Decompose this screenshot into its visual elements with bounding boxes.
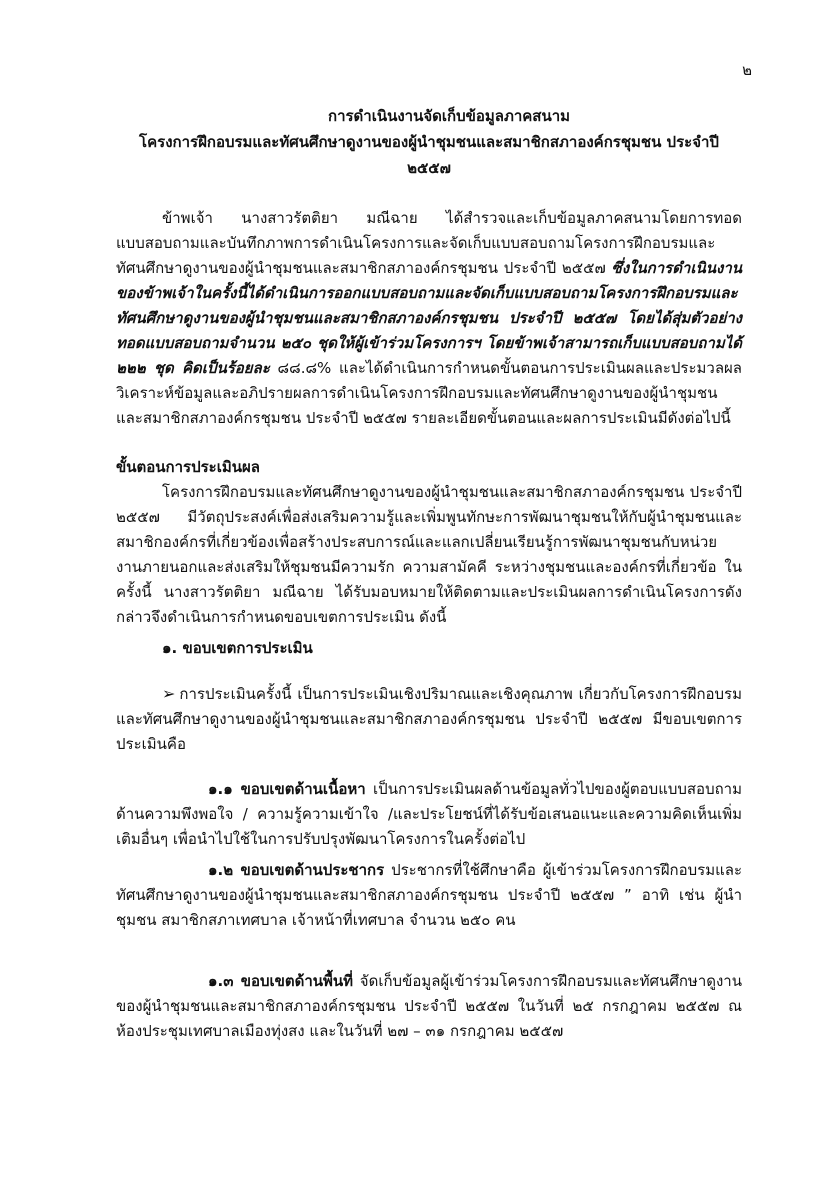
- scope-item-text: เป็นการประเมินผลด้านข้อมูลทั่วไปของผู้ตอบแบบสอบถาม ด้านความพึงพอใจ / ความรู้ความเข้าใจ /และประโยชน์ที่ได้รับข้อเสนอแนะและความคิดเห็นเพิ่มเติมอื่นๆ เพื่อนำไปใช้ในการปรับปรุงพัฒนาโครงการในครั้งต่อไป: [116, 780, 742, 848]
- scope-bullet-paragraph: [116, 681, 742, 757]
- scope-item-text: จัดเก็บข้อมูลผู้เข้าร่วมโครงการฝึกอบรมและทัศนศึกษาดูงานของผู้นำชุมชนและสมาชิกสภาองค์กรชุมชน ประจำปี ๒๕๕๗ ในวันที่ ๒๕ กรกฎาคม ๒๕๕๗ ณ ห้องประชุมเทศบาลเมืองทุ่งสง และในวันที่ ๒๗ – ๓๑ กรกฎาคม ๒๕๕๗: [116, 972, 742, 1040]
- intro-emphasis-text: ซึ่งในการดำเนินงานของข้าพเจ้าในครั้งนี้ได้ดำเนินการออกแบบสอบถามและจัดเก็บแบบสอบถามโครงการฝึกอบรมและทัศนศึกษาดูงานของผู้นำชุมชนและสมาชิกสภาองค์กรชุมชน ประจำปี ๒๕๕๗ โดยได้สุ่มตัวอย่างทอดแบบสอบถามจำนวน ๒๕๐ ชุดให้ผู้เข้าร่วมโครงการฯ โดยข้าพเจ้าสามารถเก็บแบบสอบถามได้ ๒๒๒ ชุด คิดเป็นร้อยละ: [116, 259, 742, 377]
- scope-item-population: [116, 858, 742, 933]
- document-body: [116, 103, 742, 1044]
- scope-item-content: [116, 777, 742, 852]
- scope-item-text: ประชากรที่ใช้ศึกษาคือ ผู้เข้าร่วมโครงการฝึกอบรมและทัศนศึกษาดูงานของผู้นำชุมชนและสมาชิกสภาองค์กรชุมชน ประจำปี ๒๕๕๗ ” อาทิ เช่น ผู้นำชุมชน สมาชิกสภาเทศบาล เจ้าหน้าที่เทศบาล จำนวน ๒๕๐ คน: [116, 861, 742, 929]
- eval-steps-paragraph: โครงการฝึกอบรมและทัศนศึกษาดูงานของผู้นำชุมชนและสมาชิกสภาองค์กรชุมชน ประจำปี ๒๕๕๗ มีวัตถุประสงค์เพื่อส่งเสริมความรู้และเพิ่มพูนทักษะการพัฒนาชุมชนให้กับผู้นำชุมชนและสมาชิกองค์กรที่เกี่ยวข้องเพื่อสร้างประสบการณ์และแลกเปลี่ยนเรียนรู้การพัฒนาชุมชนกับหน่วยงานภายนอกและส่งเสริมให้ชุมชนมีความรัก ความสามัคคี ระหว่างชุมชนและองค์กรที่เกี่ยวข้อ ในครั้งนี้ นางสาวรัตติยา มณีฉาย ได้รับมอบหมายให้ติดตามและประเมินผลการดำเนินโครงการดังกล่าวจึงดำเนินการกำหนดขอบเขตการประเมิน ดังนี้: [116, 483, 742, 626]
- arrow-bullet-icon: ➢: [162, 684, 176, 703]
- document-title: การดำเนินงานจัดเก็บข้อมูลภาคสนาม: [327, 107, 571, 125]
- scope-item-label: ๑.๑ ขอบเขตด้านเนื้อหา: [208, 780, 366, 798]
- scope-item-label: ๑.๒ ขอบเขตด้านประชากร: [208, 861, 385, 879]
- intro-text-2: ๘๘.๘% และได้ดำเนินการกำหนดขั้นตอนการประเมินผลและประมวลผลวิเคราะห์ข้อมูลและอภิปรายผลการดำเนินโครงการฝึกอบรมและทัศนศึกษาดูงานของผู้นำชุมชนและสมาชิกสภาองค์กรชุมชน ประจำปี ๒๕๕๗ รายละเอียดขั้นตอนและผลการประเมินมีดังต่อไปนี้: [116, 359, 742, 427]
- scope-bullet-text: การประเมินครั้งนี้ เป็นการประเมินเชิงปริมาณและเชิงคุณภาพ เกี่ยวกับโครงการฝึกอบรมและทัศนศึกษาดูงานของผู้นำชุมชนและสมาชิกสภาองค์กรชุมชน ประจำปี ๒๕๕๗ มีขอบเขตการประเมินคือ: [116, 685, 742, 753]
- document-subtitle: โครงการฝึกอบรมและทัศนศึกษาดูงานของผู้นำชุมชนและสมาชิกสภาองค์กรชุมชน ประจำปี ๒๕๕๗: [139, 133, 719, 177]
- intro-paragraph: [116, 206, 742, 431]
- intro-text-1: ข้าพเจ้า นางสาวรัตติยา มณีฉาย ได้สำรวจและเก็บข้อมูลภาคสนามโดยการทอดแบบสอบถามและบันทึกภาพการดำเนินโครงการและจัดเก็บแบบสอบถามโครงการฝึกอบรมและทัศนศึกษาดูงานของผู้นำชุมชนและสมาชิกสภาองค์กรชุมชน ประจำปี ๒๕๕๗: [116, 209, 742, 277]
- section-heading-scope: ๑. ขอบเขตการประเมิน: [162, 639, 313, 657]
- page-number: ๒: [742, 61, 752, 79]
- scope-item-label: ๑.๓ ขอบเขตด้านพื้นที่: [208, 972, 354, 990]
- section-heading-eval-steps: ขั้นตอนการประเมินผล: [116, 458, 260, 476]
- scope-item-area: [116, 969, 742, 1044]
